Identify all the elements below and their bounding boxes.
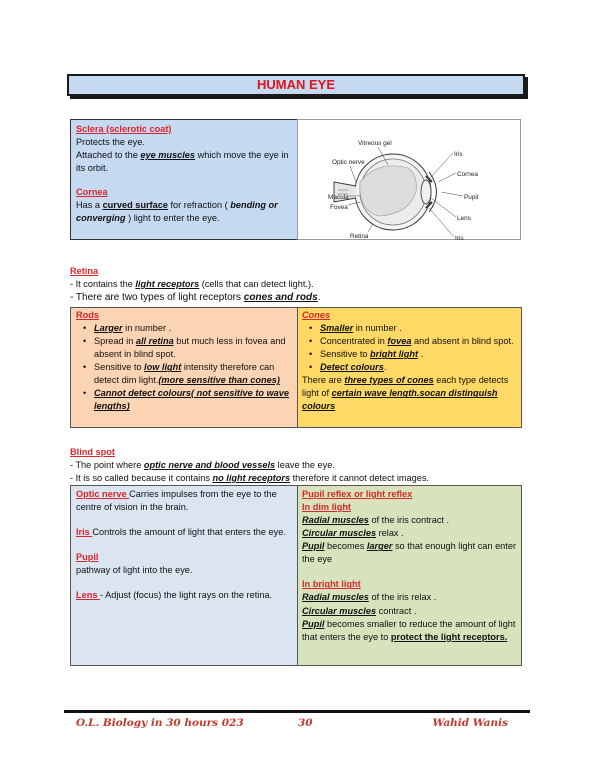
cones-item: • Detect colours. — [302, 361, 517, 374]
cones-item: • Sensitive to bright light . — [302, 348, 517, 361]
blind-spot-section — [70, 446, 530, 485]
bright-text-3: Pupil becomes smaller to reduce the amount of light that enters the eye to protect the light receptors. — [302, 618, 516, 642]
retina-text-1: - It contains the light receptors (cells that can detect light.). — [70, 279, 314, 290]
retina-heading: Retina — [70, 266, 99, 276]
cones-tail: There are three types of cones each type detects light of certain wave length.socan distinguish colours — [302, 375, 509, 412]
cornea-heading: Cornea — [76, 187, 108, 198]
rods-item: • Larger in number . — [76, 322, 292, 335]
dim-text-3: Pupil becomes larger so that enough light can enter the eye — [302, 541, 517, 565]
dim-text-1: Radial muscles of the iris contract . — [302, 515, 450, 526]
label-iris-bottom: Iris — [455, 235, 464, 241]
label-vitreous: Vitreous gel — [358, 140, 392, 147]
footer — [76, 716, 516, 731]
label-cornea: Cornea — [457, 171, 478, 178]
sclera-text-1: Protects the eye. — [76, 137, 145, 148]
label-iris-top: Iris — [454, 151, 463, 158]
rods-item: • Sensitive to low light intensity therefore can detect dim light.(more sensitive than cones) — [76, 361, 292, 387]
page-number: 30 — [298, 717, 313, 729]
pupil-text: pathway of light into the eye. — [76, 565, 193, 576]
rods-item: • Cannot detect colours( not sensitive to wave lengths) — [76, 387, 292, 413]
optic-nerve-text: Optic nerve Carries impulses from the eye to the centre of vision in the brain. — [76, 489, 277, 513]
rods-heading: Rods — [76, 310, 99, 320]
cones-heading: Cones — [302, 310, 331, 320]
label-macula: Macula — [328, 194, 349, 201]
sclera-text-2: Attached to the eye muscles which move the eye in its orbit. — [76, 150, 289, 174]
blind-text-2: - It is so called because it contains no light receptors therefore it cannot detect images. — [70, 473, 429, 484]
iris-text: Iris Controls the amount of light that enters the eye. — [76, 527, 286, 538]
label-fovea: Fovea — [330, 204, 348, 211]
dim-light-heading: In dim light — [302, 502, 351, 513]
reflex-heading: Pupil reflex or light reflex — [302, 489, 413, 499]
blind-heading: Blind spot — [70, 447, 115, 457]
page-title: HUMAN EYE — [256, 77, 335, 92]
title-bar — [67, 74, 525, 96]
retina-text-2: - There are two types of light receptors cones and rods. — [70, 292, 321, 304]
bright-text-2: Circular muscles contract . — [302, 605, 417, 616]
footer-left: O.L. Biology in 30 hours 023 — [76, 717, 244, 729]
cones-item: • Smaller in number . — [302, 322, 517, 335]
eye-parts-box — [70, 485, 298, 666]
label-pupil: Pupil — [464, 194, 479, 201]
dim-text-2: Circular muscles relax . — [302, 528, 404, 539]
pupil-reflex-box — [297, 485, 522, 666]
lens-text: Lens - Adjust (focus) the light rays on the retina. — [76, 590, 273, 601]
eye-diagram — [297, 119, 521, 240]
label-lens: Lens — [457, 215, 471, 222]
footer-author: Wahid Wanis — [432, 717, 508, 729]
label-retina: Retina — [350, 233, 369, 240]
blind-text-1: - The point where optic nerve and blood vessels leave the eye. — [70, 460, 335, 471]
sclera-cornea-box — [70, 119, 298, 240]
sclera-heading: Sclera (sclerotic coat) — [76, 124, 172, 134]
pupil-heading: Pupil — [76, 552, 99, 563]
rods-item: • Spread in all retina but much less in fovea and absent in blind spot. — [76, 335, 292, 361]
cones-box — [297, 307, 522, 428]
rods-box — [70, 307, 298, 428]
cones-item: • Concentrated in fovea and absent in blind spot. — [302, 335, 517, 348]
bright-text-1: Radial muscles of the iris relax . — [302, 592, 437, 603]
retina-section — [70, 265, 530, 305]
footer-rule — [64, 710, 530, 713]
bright-light-heading: In bright light — [302, 579, 361, 590]
label-optic-nerve: Optic nerve — [332, 159, 365, 166]
cornea-text: Has a curved surface for refraction ( bending or converging ) light to enter the eye. — [76, 200, 278, 224]
